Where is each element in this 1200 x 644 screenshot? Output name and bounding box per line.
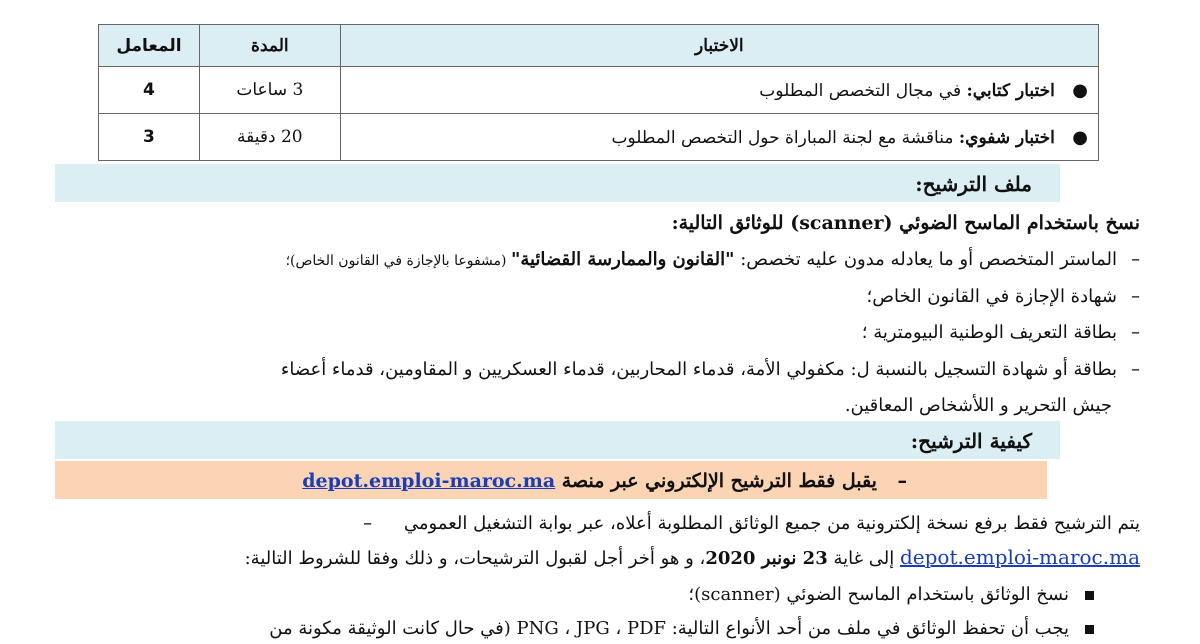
header-test: الاختبار	[340, 25, 1098, 67]
how-section-heading	[55, 421, 1060, 459]
table-row	[99, 67, 1099, 114]
file-section-title: ملف الترشيح:	[915, 172, 1032, 196]
condition-item	[40, 614, 1094, 644]
exam-table	[98, 24, 1099, 161]
condition-text: نسخ الوثائق باستخدام الماسح الضوئي (scanner)؛	[688, 584, 1069, 605]
bullet-icon: ●	[1072, 126, 1088, 148]
list-item	[40, 282, 1140, 312]
file-section-heading	[55, 164, 1060, 202]
item-emphasis: "القانون والممارسة القضائية"	[510, 249, 735, 270]
dash-icon: –	[897, 470, 907, 492]
header-duration: المدة	[199, 25, 340, 67]
test-description: مناقشة مع لجنة المباراة حول التخصص المطلوب	[611, 127, 954, 148]
how-paragraph-2	[40, 542, 1140, 572]
condition-text: يجب أن تحفظ الوثائق في ملف من أحد الأنواع التالية: PNG ، JPG ، PDF (في حال كانت الوثيقة مكونة من	[269, 618, 1069, 639]
deadline-suffix: ، و هو أخر أجل لقبول الترشيحات، و ذلك وفقا للشروط التالية:	[244, 548, 706, 569]
portal-link[interactable]: depot.emploi-maroc.ma	[899, 545, 1140, 569]
dash-icon: –	[1131, 359, 1140, 380]
deadline-date: 23 نونبر 2020	[705, 548, 828, 569]
square-bullet-icon	[1085, 591, 1094, 600]
dash-icon: –	[1131, 286, 1140, 307]
deadline-prefix: إلى غاية	[833, 548, 895, 569]
dash-icon: –	[1131, 249, 1140, 270]
electronic-only-notice	[55, 461, 1047, 499]
dash-icon: –	[1131, 322, 1140, 343]
coefficient-cell: 3	[99, 114, 200, 161]
duration-cell: 3 ساعات	[199, 67, 340, 114]
paragraph-text: يتم الترشيح فقط برفع نسخة إلكترونية من جميع الوثائق المطلوبة أعلاه، عبر بوابة التشغيل العمومي	[403, 513, 1140, 534]
item-text: شهادة الإجازة في القانون الخاص؛	[866, 286, 1117, 307]
condition-item	[40, 580, 1094, 610]
item-note: (مشفوعا بالإجازة في القانون الخاص)؛	[285, 253, 511, 269]
list-item-continuation: جيش التحرير و اللأشخاص المعاقين.	[844, 395, 1112, 416]
list-item	[40, 355, 1140, 385]
item-text: الماستر المتخصص أو ما يعادله مدون عليه تخصص:	[734, 249, 1117, 270]
duration-cell: 20 دقيقة	[199, 114, 340, 161]
file-intro: نسخ باستخدام الماسح الضوئي (scanner) للوثائق التالية:	[671, 212, 1140, 234]
test-description: في مجال التخصص المطلوب	[759, 80, 962, 101]
header-coefficient: المعامل	[99, 25, 200, 67]
platform-link[interactable]: depot.emploi-maroc.ma	[302, 470, 556, 492]
how-section-title: كيفية الترشيح:	[910, 429, 1032, 453]
square-bullet-icon	[1085, 625, 1094, 634]
list-item	[40, 318, 1140, 348]
item-text: بطاقة التعريف الوطنية البيومترية ؛	[861, 322, 1117, 343]
bullet-icon: ●	[1072, 79, 1088, 101]
item-text: بطاقة أو شهادة التسجيل بالنسبة ل: مكفولي الأمة، قدماء المحاربين، قدماء العسكريين و المقاومين، قدماء أعضاء	[280, 359, 1117, 380]
list-item	[40, 245, 1140, 275]
test-name: اختبار كتابي:	[966, 80, 1055, 101]
dash-icon: –	[363, 513, 373, 534]
table-row	[99, 114, 1099, 161]
table-header-row	[99, 25, 1099, 67]
test-name: اختبار شفوي:	[958, 127, 1055, 148]
how-paragraph-1	[40, 509, 1140, 539]
coefficient-cell: 4	[99, 67, 200, 114]
test-cell	[340, 114, 1098, 161]
notice-text: يقبل فقط الترشيح الإلكتروني عبر منصة	[561, 470, 877, 492]
test-cell	[340, 67, 1098, 114]
